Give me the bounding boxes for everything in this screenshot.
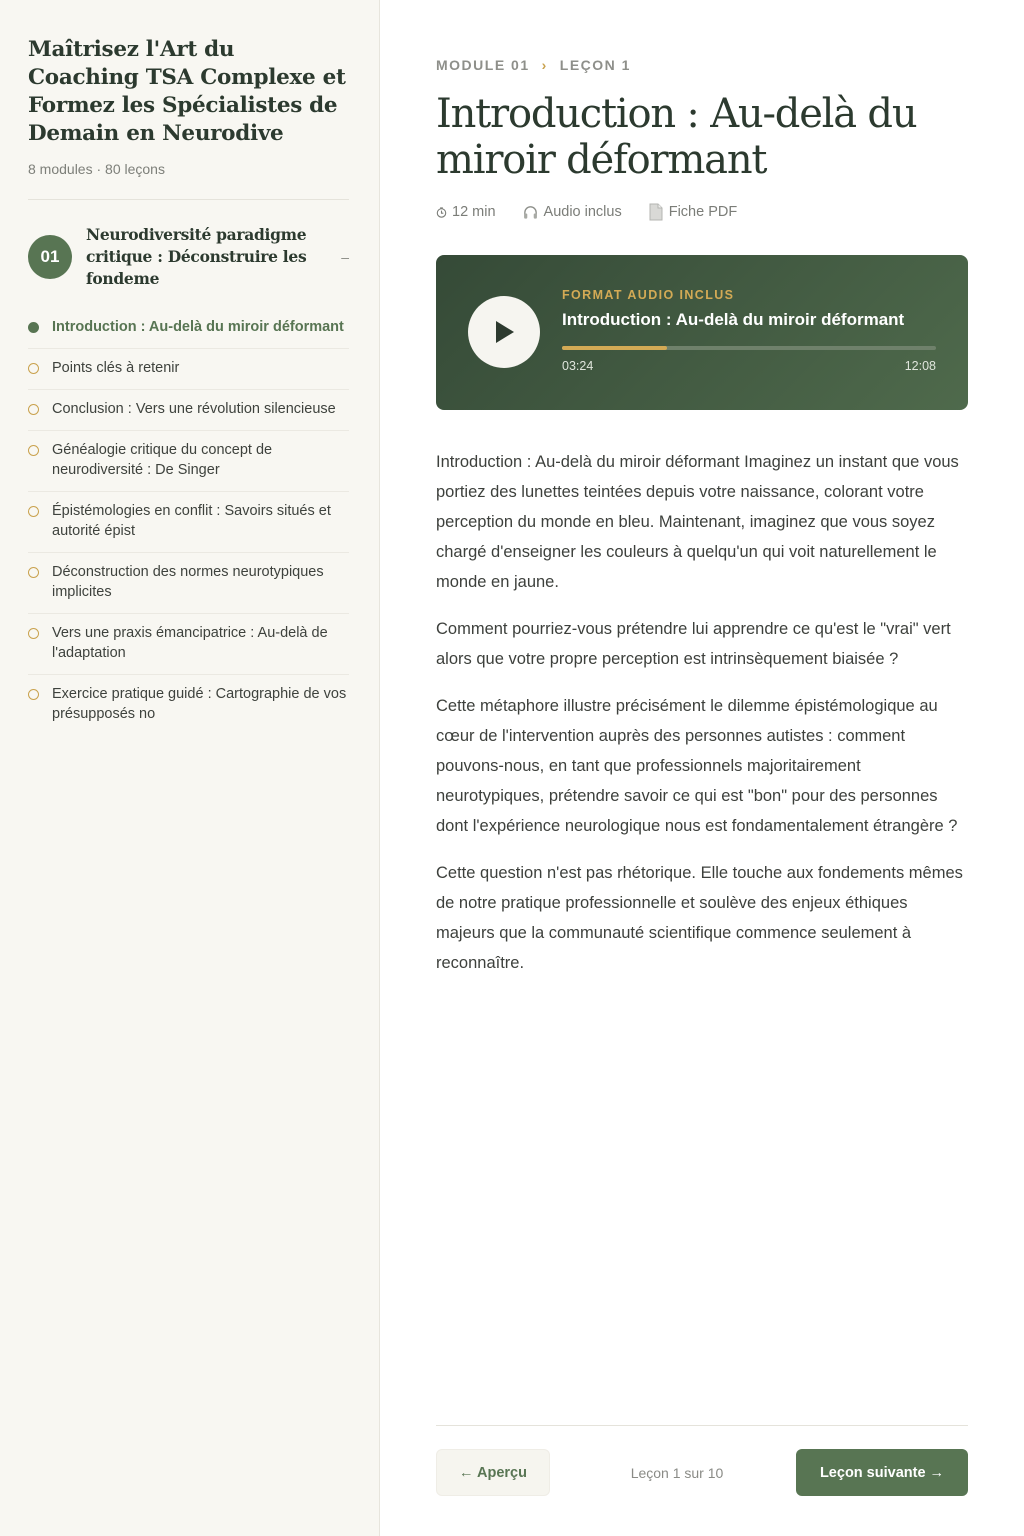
- lesson-item[interactable]: [28, 492, 349, 553]
- module-number-badge: 01: [28, 235, 72, 279]
- breadcrumb-module[interactable]: MODULE 01: [436, 57, 530, 73]
- audio-player: [436, 255, 968, 410]
- audio-total-time: 12:08: [904, 359, 936, 373]
- lesson-item[interactable]: [28, 675, 349, 735]
- content-paragraph: Cette métaphore illustre précisément le dilemme épistémologique au cœur de l'intervention auprès des personnes autistes : comment pouvons-nous, en tant que professionnels majoritairement neurotypiques, prétendre savoir ce qui est "bon" pour des personnes dont l'expérience neurologique nous est fondamentalement étrangère ?: [436, 697, 958, 835]
- lesson-status-dot-icon: [28, 363, 39, 374]
- previous-button[interactable]: ← Aperçu: [436, 1449, 550, 1496]
- lesson-label: Points clés à retenir: [52, 360, 180, 376]
- file-icon: [648, 203, 664, 221]
- footer-divider: [436, 1425, 968, 1426]
- play-button[interactable]: [468, 296, 540, 368]
- clock-icon: [436, 207, 447, 218]
- lesson-meta: [436, 203, 968, 221]
- audio-info: [562, 288, 936, 373]
- next-lesson-button[interactable]: Leçon suivante →: [796, 1449, 968, 1496]
- audio-progress-bar[interactable]: [562, 346, 936, 350]
- lesson-list: [28, 308, 349, 735]
- lesson-label: Exercice pratique guidé : Cartographie de vos présupposés no: [52, 686, 347, 722]
- lesson-item[interactable]: [28, 349, 349, 390]
- sidebar-divider: [28, 199, 349, 200]
- content-paragraph: Introduction : Au-delà du miroir déformant Imaginez un instant que vous portiez des lunettes teintées depuis votre naissance, colorant votre perception du monde en bleu. Maintenant, imaginez que vous soyez chargé d'enseigner les couleurs à quelqu'un qui voit naturellement le monde en jaune.: [436, 453, 959, 591]
- audio-title: Introduction : Au-delà du miroir déformant: [562, 310, 905, 329]
- lesson-label: Généalogie critique du concept de neurodiversité : De Singer: [52, 442, 273, 478]
- collapse-toggle-icon[interactable]: –: [341, 249, 349, 265]
- pdf-text: Fiche PDF: [668, 204, 738, 220]
- play-icon: [492, 319, 516, 345]
- duration-meta: [436, 204, 496, 220]
- lesson-item[interactable]: [28, 308, 349, 349]
- lesson-pager: Leçon 1 sur 10: [630, 1464, 724, 1481]
- audio-text: Audio inclus: [543, 204, 622, 220]
- duration-text: 12 min: [452, 204, 496, 220]
- lesson-status-dot-icon: [28, 445, 39, 456]
- page-title: Introduction : Au-delà du miroir déformant: [436, 91, 917, 183]
- lesson-label: Conclusion : Vers une révolution silencieuse: [52, 401, 336, 417]
- lesson-item[interactable]: [28, 431, 349, 492]
- breadcrumb: [436, 57, 968, 73]
- lesson-status-dot-icon: [28, 567, 39, 578]
- audio-progress-fill: [562, 346, 667, 350]
- breadcrumb-lesson: LEÇON 1: [559, 57, 631, 73]
- lesson-content: [436, 447, 968, 978]
- lesson-label: Déconstruction des normes neurotypiques implicites: [52, 564, 324, 600]
- lesson-label: Vers une praxis émancipatrice : Au-delà de l'adaptation: [52, 625, 328, 661]
- course-title: Maîtrisez l'Art du Coaching TSA Complexe et Formez les Spécialistes de Demain en Neurodive: [28, 37, 346, 146]
- lesson-label: Épistémologies en conflit : Savoirs situés et autorité épist: [52, 503, 331, 539]
- breadcrumb-chevron-icon: ›: [541, 57, 548, 73]
- audio-time-row: [562, 359, 936, 373]
- headphones-icon: [522, 204, 539, 221]
- lesson-item[interactable]: [28, 614, 349, 675]
- audio-meta: [522, 204, 622, 221]
- lesson-footer: [436, 1449, 968, 1496]
- lesson-status-dot-icon: [28, 404, 39, 415]
- module-header[interactable]: [28, 224, 349, 290]
- course-sidebar: [0, 0, 380, 1536]
- lesson-status-dot-icon: [28, 506, 39, 517]
- lesson-status-dot-icon: [28, 322, 39, 333]
- lesson-status-dot-icon: [28, 689, 39, 700]
- lesson-item[interactable]: [28, 553, 349, 614]
- module-title: Neurodiversité paradigme critique : Déconstruire les fondeme: [86, 225, 307, 288]
- lesson-status-dot-icon: [28, 628, 39, 639]
- pdf-meta[interactable]: [648, 203, 738, 221]
- lesson-label: Introduction : Au-delà du miroir déformant: [52, 319, 344, 335]
- course-meta: 8 modules · 80 leçons: [28, 161, 165, 177]
- lesson-main: [436, 0, 968, 1536]
- audio-current-time: 03:24: [562, 359, 594, 373]
- content-paragraph: Comment pourriez-vous prétendre lui apprendre ce qu'est le "vrai" vert alors que votre propre perception est intrinsèquement biaisée ?: [436, 620, 951, 668]
- lesson-item[interactable]: [28, 390, 349, 431]
- audio-kicker: FORMAT AUDIO INCLUS: [562, 288, 735, 302]
- content-paragraph: Cette question n'est pas rhétorique. Elle touche aux fondements mêmes de notre pratique professionnelle et soulève des enjeux éthiques majeurs que la communauté scientifique commence seulement à reconnaître.: [436, 864, 963, 972]
